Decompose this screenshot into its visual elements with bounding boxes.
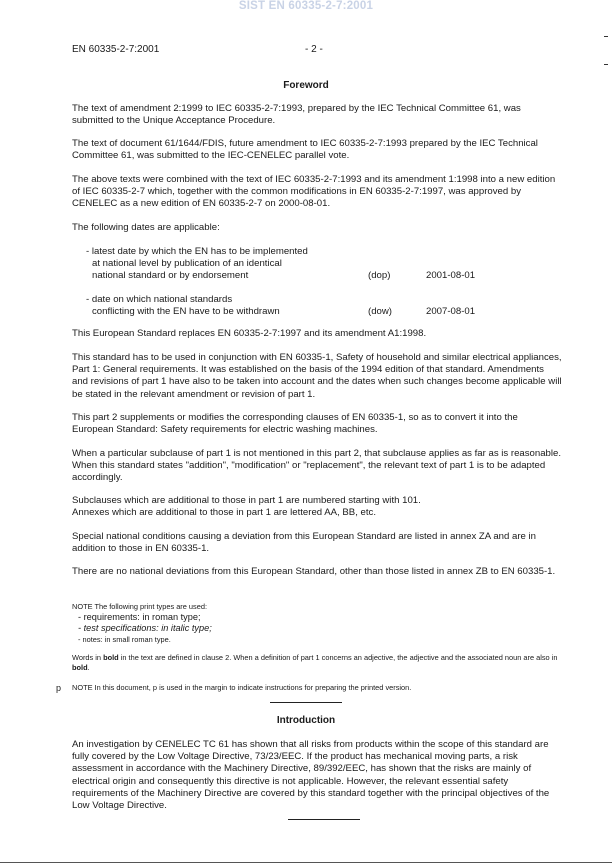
margin-instruction-marker: p (56, 683, 62, 693)
date-item-line: at national level by publication of an identical (92, 258, 282, 270)
print-types-note-title: NOTE The following print types are used: (72, 602, 208, 611)
margin-mark (604, 36, 608, 37)
foreword-paragraph-3: The above texts were combined with the text of IEC 60335-2-7:1993 and its amendment 1:1998 into a new edition of IEC 60335-2-7 which, together with the common modifications in EN 60335-2-7:1997, was approved by CENELEC as a new edition of EN 60335-2-7 on 2000-08-01. (72, 174, 556, 210)
date-item-line: - latest date by which the EN has to be implemented (86, 246, 308, 257)
print-types-item-small: - notes: in small roman type. (78, 635, 171, 644)
bold-words-note-part: bold (72, 663, 88, 672)
margin-mark (604, 64, 608, 65)
page-number: - 2 - (305, 44, 323, 55)
foreword-title: Foreword (283, 80, 329, 91)
annex-lettering-line: Annexes which are additional to those in part 1 are lettered AA, BB, etc. (72, 507, 376, 519)
foreword-paragraph-6: This part 2 supplements or modifies the corresponding clauses of EN 60335-1, so as to convert it into the European Standard: Safety requirements for electric washing machines. (72, 412, 518, 436)
print-types-item-roman: - requirements: in roman type; (78, 612, 201, 622)
dates-intro: The following dates are applicable: (72, 222, 220, 233)
foreword-paragraph-5: This standard has to be used in conjunction with EN 60335-1, Safety of household and similar electrical appliances, Part 1: General requirements. It was established on the basis of the 1994 edition of that standard. Amendments and revisions of part 1 have also to be taken into account and the dates when such changes become applicable will be stated in the relevant amendment or revision of part 1. (72, 352, 562, 400)
bold-words-note-part: bold (103, 653, 119, 662)
document-id: EN 60335-2-7:2001 (72, 44, 160, 55)
foreword-paragraph-4: This European Standard replaces EN 60335-2-7:1997 and its amendment A1:1998. (72, 328, 427, 339)
subclause-numbering-line: Subclauses which are additional to those in part 1 are numbered starting with 101. (72, 495, 421, 506)
printed-version-note: NOTE In this document, p is used in the margin to indicate instructions for preparing the printed version. (72, 683, 412, 692)
foreword-paragraph-10: There are no national deviations from this European Standard, other than those listed in annex ZB to EN 60335-1. (72, 566, 556, 577)
date-item-line: conflicting with the EN have to be withdrawn (92, 306, 280, 318)
end-divider (288, 819, 360, 820)
bold-words-note-part: in the text are defined in clause 2. When a definition of part 1 concerns an adjective, the adjective and the associated noun are also in (118, 653, 558, 662)
print-types-item-italic: - test specifications: in italic type; (78, 623, 212, 633)
date-code-dow: (dow) (368, 306, 392, 317)
introduction-paragraph: An investigation by CENELEC TC 61 has shown that all risks from products within the scope of this standard are fully covered by the Low Voltage Directive, 73/23/EEC. If the product has mechanical moving parts, a risk assessment in accordance with the Machinery Directive, 89/392/EEC, has shown that the risks are mainly of electrical origin and consequently this directive is not applicable. However, the relevant essential safety requirements of the Machinery Directive are covered by this standard together with the principal objectives of the Low Voltage Directive. (72, 739, 550, 812)
date-value-dow: 2007-08-01 (426, 306, 476, 317)
foreword-paragraph-7: When a particular subclause of part 1 is not mentioned in this part 2, that subclause applies as far as is reasonable. When this standard states "addition", "modification" or "replacement", the relevant text of part 1 is to be adapted accordingly. (72, 448, 562, 484)
foreword-paragraph-1: The text of amendment 2:1999 to IEC 60335-2-7:1993, prepared by the IEC Technical Committee 61, was submitted to the Unique Acceptance Procedure. (72, 103, 521, 127)
introduction-title: Introduction (276, 715, 336, 726)
page-bottom-edge (0, 862, 612, 863)
date-value-dop: 2001-08-01 (426, 270, 476, 281)
bold-words-note-part: Words in (72, 653, 104, 662)
bold-words-note (72, 653, 562, 673)
foreword-paragraph-8 (72, 495, 562, 519)
foreword-paragraph-2: The text of document 61/1644/FDIS, future amendment to IEC 60335-2-7:1993 prepared by the IEC Technical Committee 61, was submitted to the IEC-CENELEC parallel vote. (72, 138, 538, 162)
date-item-line: national standard or by endorsement (92, 270, 249, 282)
foreword-paragraph-9: Special national conditions causing a deviation from this European Standard are listed in annex ZA and are in addition to those in EN 60335-1. (72, 531, 536, 555)
bold-words-note-part: . (87, 663, 90, 672)
date-item-dow (86, 294, 280, 318)
watermark: SIST EN 60335-2-7:2001 (238, 0, 374, 12)
section-divider (270, 702, 342, 703)
date-item-line: - date on which national standards (86, 294, 233, 305)
date-item-dop (86, 246, 308, 283)
date-code-dop: (dop) (368, 270, 391, 281)
